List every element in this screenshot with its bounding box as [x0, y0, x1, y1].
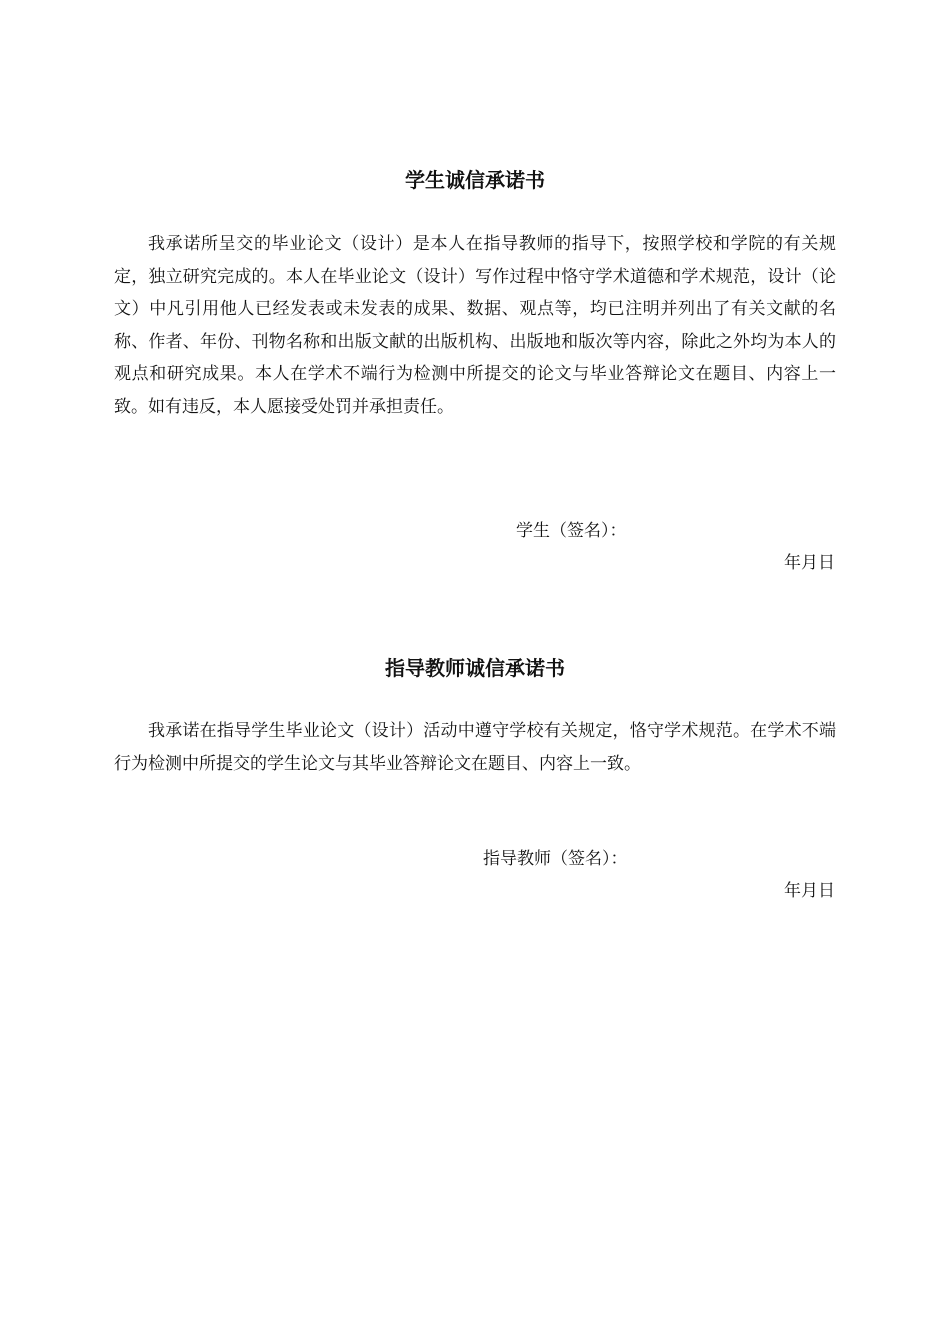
student-pledge-title: 学生诚信承诺书	[405, 168, 545, 192]
student-signature-label: 学生（签名）：	[516, 521, 627, 541]
advisor-date-label: 年月日	[784, 881, 835, 901]
advisor-pledge-title: 指导教师诚信承诺书	[385, 656, 565, 680]
advisor-signature-label: 指导教师（签名）：	[483, 849, 628, 869]
student-date-label: 年月日	[784, 553, 835, 573]
advisor-pledge-body: 我承诺在指导学生毕业论文（设计）活动中遵守学校有关规定，恪守学术规范。在学术不端行为检测中所提交的学生论文与其毕业答辩论文在题目、内容上一致。	[114, 721, 836, 774]
student-pledge-body: 我承诺所呈交的毕业论文（设计）是本人在指导教师的指导下，按照学校和学院的有关规定，独立研究完成的。本人在毕业论文（设计）写作过程中恪守学术道德和学术规范，设计（论文）中凡引用他人已经发表或未发表的成果、数据、观点等，均已注明并列出了有关文献的名称、作者、年份、刊物名称和出版文献的出版机构、出版地和版次等内容，除此之外均为本人的观点和研究成果。本人在学术不端行为检测中所提交的论文与毕业答辩论文在题目、内容上一致。如有违反，本人愿接受处罚并承担责任。	[114, 234, 836, 417]
